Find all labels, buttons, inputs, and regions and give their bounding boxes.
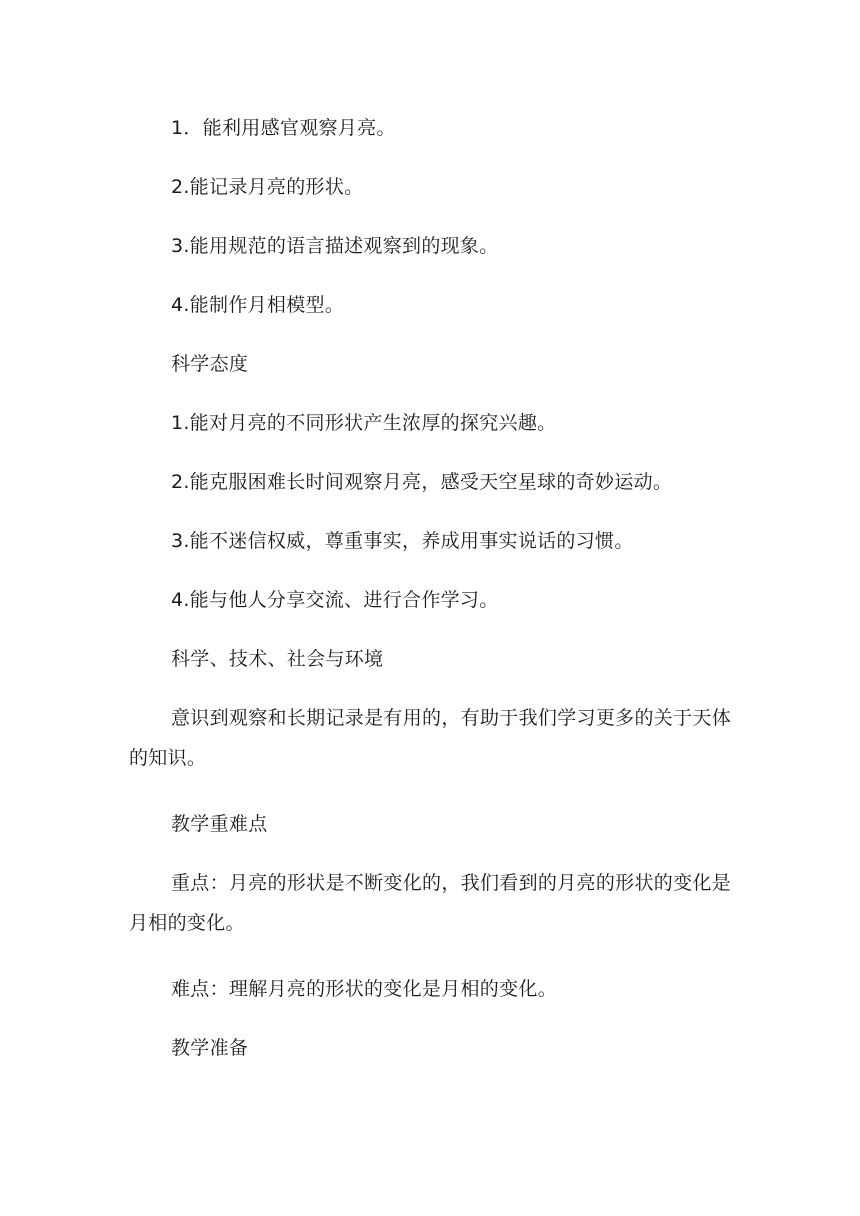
sts-paragraph: 意识到观察和长期记录是有用的，有助于我们学习更多的关于天体的知识。 (129, 707, 731, 769)
section-heading-preparation: 教学准备 (171, 1037, 249, 1059)
section-heading-attitude: 科学态度 (171, 353, 249, 375)
attitude-item-1: 1.能对月亮的不同形状产生浓厚的探究兴趣。 (171, 412, 557, 434)
objective-skill-2: 2.能记录月亮的形状。 (171, 176, 364, 198)
section-heading-sts: 科学、技术、社会与环境 (171, 648, 384, 670)
objective-skill-4: 4.能制作月相模型。 (171, 294, 345, 316)
objective-skill-3: 3.能用规范的语言描述观察到的现象。 (171, 235, 499, 257)
attitude-item-4: 4.能与他人分享交流、进行合作学习。 (171, 589, 499, 611)
attitude-item-2: 2.能克服困难长时间观察月亮，感受天空星球的奇妙运动。 (171, 471, 673, 493)
section-heading-key-points: 教学重难点 (171, 813, 268, 835)
attitude-item-3: 3.能不迷信权威，尊重事实，养成用事实说话的习惯。 (171, 530, 634, 552)
key-point-paragraph: 重点：月亮的形状是不断变化的，我们看到的月亮的形状的变化是月相的变化。 (129, 872, 731, 934)
objective-skill-1: 1．能利用感官观察月亮。 (171, 117, 396, 139)
difficulty-paragraph: 难点：理解月亮的形状的变化是月相的变化。 (171, 978, 558, 1000)
